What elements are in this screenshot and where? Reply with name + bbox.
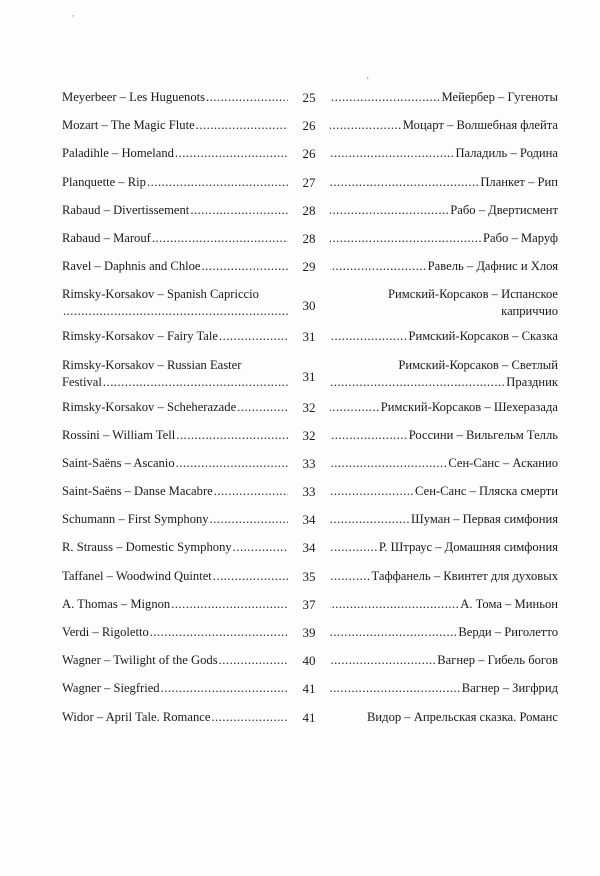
- toc-right-entry: ..... Римский-Корсаков – Шехеразада: [330, 400, 558, 415]
- toc-left-entry: Wagner – Siegfried .....: [62, 681, 288, 696]
- toc-right-entry: Римский-Корсаков – Светлый ..... Праздник: [330, 358, 558, 392]
- toc-row: [0, 707, 600, 735]
- toc-page-number: 33: [302, 455, 316, 471]
- toc-row: [0, 397, 600, 425]
- toc-row: [0, 228, 600, 256]
- toc-right-entry: ..... Моцарт – Волшебная флейта: [330, 118, 558, 133]
- toc-left-entry: Taffanel – Woodwind Quintet .....: [62, 569, 288, 584]
- toc-right-entry: ..... Равель – Дафнис и Хлоя: [330, 259, 558, 274]
- toc-left-entry: Planquette – Rip .....: [62, 175, 288, 190]
- toc-left-entry: Rimsky-Korsakov – Russian Easter Festival .....: [62, 358, 288, 392]
- toc-right-entry: ..... Сен-Санс – Пляска смерти: [330, 484, 558, 499]
- toc-page-number: 37: [302, 596, 316, 612]
- toc-left-entry: Rimsky-Korsakov – Scheherazade .....: [62, 400, 288, 415]
- toc-row: [0, 594, 600, 622]
- toc-left-entry: A. Thomas – Mignon .....: [62, 597, 288, 612]
- toc-right-entry: ..... Паладиль – Родина: [330, 146, 558, 161]
- toc-right-entry: ..... Вагнер – Зигфрид: [330, 681, 558, 696]
- toc-page-number: 39: [302, 625, 316, 640]
- table-of-contents: [0, 87, 600, 735]
- toc-page-number: 31: [302, 329, 316, 345]
- toc-page-number: 25: [302, 90, 316, 105]
- toc-page-number: 26: [302, 146, 316, 162]
- toc-row: [0, 172, 600, 200]
- toc-page-number: 26: [302, 118, 316, 134]
- toc-left-entry: Rimsky-Korsakov – Spanish Capriccio .....: [62, 287, 288, 321]
- toc-left-entry: Mozart – The Magic Flute .....: [62, 118, 288, 133]
- toc-right-entry: ..... Вагнер – Гибель богов: [330, 653, 558, 668]
- toc-right-entry: ..... Рабо – Маруф: [330, 231, 558, 246]
- toc-row: [0, 256, 600, 284]
- toc-row: [0, 326, 600, 354]
- scan-speck: ': [72, 14, 74, 25]
- toc-right-entry: ..... Верди – Риголетто: [330, 625, 558, 640]
- toc-left-entry: Rimsky-Korsakov – Fairy Tale .....: [62, 329, 288, 344]
- toc-left-entry: Widor – April Tale. Romance .....: [62, 710, 288, 725]
- toc-page-number: 31: [302, 368, 316, 384]
- toc-page-number: 29: [302, 259, 316, 275]
- toc-left-entry: Meyerbeer – Les Huguenots .....: [62, 90, 288, 105]
- toc-page-number: 34: [302, 512, 316, 528]
- toc-page-number: 28: [302, 202, 316, 218]
- toc-row: [0, 566, 600, 594]
- toc-row: [0, 87, 600, 115]
- toc-page-number: 41: [302, 681, 316, 697]
- toc-page-number: 28: [302, 230, 316, 246]
- toc-right-entry: Видор – Апрельская сказка. Романс: [367, 709, 558, 724]
- toc-left-entry: Saint-Saëns – Ascanio .....: [62, 456, 288, 471]
- toc-row: [0, 115, 600, 143]
- toc-row: [0, 284, 600, 326]
- toc-left-entry: Rabaud – Marouf .....: [62, 231, 288, 246]
- toc-right-entry: ..... А. Тома – Миньон: [330, 597, 558, 612]
- toc-left-entry: Rabaud – Divertissement .....: [62, 203, 288, 218]
- toc-page-number: 32: [302, 427, 316, 443]
- toc-row: [0, 355, 600, 397]
- toc-right-entry: ..... Планкет – Рип: [330, 175, 558, 190]
- toc-right-entry: ..... Рабо – Двертисмент: [330, 203, 558, 218]
- toc-right-entry: ..... Шуман – Первая симфония: [330, 512, 558, 527]
- toc-right-entry: ..... Сен-Санс – Асканио: [330, 456, 558, 471]
- toc-left-entry: Wagner – Twilight of the Gods .....: [62, 653, 288, 668]
- toc-row: [0, 537, 600, 565]
- toc-page-number: 40: [302, 653, 316, 669]
- toc-left-entry: Schumann – First Symphony .....: [62, 512, 288, 527]
- toc-right-entry: ..... Россини – Вильгельм Телль: [330, 428, 558, 443]
- toc-right-entry: ..... Мейербер – Гугеноты: [330, 90, 558, 105]
- toc-right-entry: ..... Римский-Корсаков – Сказка: [330, 329, 558, 344]
- toc-page-number: 35: [302, 568, 316, 584]
- toc-row: [0, 650, 600, 678]
- toc-page-number: 34: [302, 540, 316, 556]
- toc-left-entry: Paladihle – Homeland .....: [62, 146, 288, 161]
- scan-speck: ‚: [366, 70, 370, 81]
- toc-page-number: 27: [302, 174, 316, 190]
- toc-right-entry: ..... Р. Штраус – Домашняя симфония: [330, 540, 558, 555]
- toc-page-number: 41: [302, 709, 316, 725]
- toc-row: [0, 200, 600, 228]
- toc-page-number: 30: [302, 298, 316, 314]
- toc-right-entry: Римский-Корсаков – Испанское каприччио: [388, 287, 558, 319]
- toc-row: [0, 509, 600, 537]
- toc-row: [0, 622, 600, 650]
- toc-row: [0, 453, 600, 481]
- toc-right-entry: ..... Таффанель – Квинтет для духовых: [330, 569, 558, 584]
- toc-row: [0, 678, 600, 706]
- toc-page-number: 32: [302, 399, 316, 415]
- toc-left-entry: Ravel – Daphnis and Chloe .....: [62, 259, 288, 274]
- toc-row: [0, 143, 600, 171]
- toc-left-entry: Verdi – Rigoletto .....: [62, 625, 288, 640]
- toc-row: [0, 425, 600, 453]
- toc-left-entry: R. Strauss – Domestic Symphony .....: [62, 540, 288, 555]
- toc-row: [0, 481, 600, 509]
- toc-left-entry: Rossini – William Tell .....: [62, 428, 288, 443]
- toc-left-entry: Saint-Saëns – Danse Macabre .....: [62, 484, 288, 499]
- toc-page-number: 33: [302, 484, 316, 500]
